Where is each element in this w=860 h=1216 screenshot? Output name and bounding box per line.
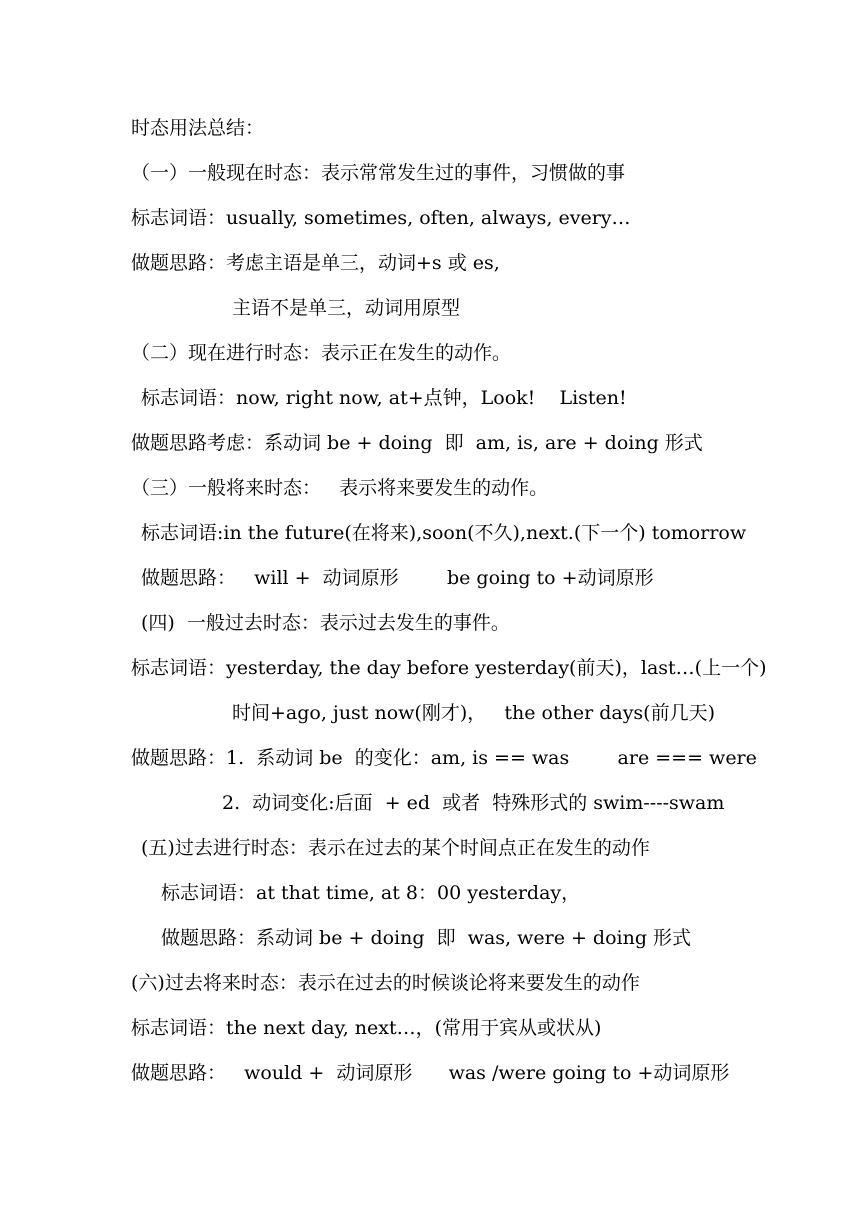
document-title: 时态用法总结： [131,117,265,139]
signal-words-4-continued: 时间+ago, just now(刚才)， the other days(前几天) [232,702,715,724]
signal-words-5: 标志词语：at that time, at 8：00 yesterday， [161,882,581,904]
section-heading-4: (四) 一般过去时态：表示过去发生的事件。 [141,612,510,634]
section-heading-6: (六)过去将来时态：表示在过去的时候谈论将来要发生的动作 [131,972,640,994]
section-heading-5: (五)过去进行时态：表示在过去的某个时间点正在发生的动作 [141,837,650,859]
signal-words-6: 标志词语：the next day, next…，(常用于宾从或状从) [131,1017,602,1039]
section-heading-1: （一）一般现在时态：表示常常发生过的事件，习惯做的事 [131,162,626,184]
approach-4-continued: 2. 动词变化:后面 + ed 或者 特殊形式的 swim----swam [222,792,725,814]
signal-words-4: 标志词语：yesterday, the day before yesterday(前天)，last…(上一个) [131,657,767,679]
approach-4: 做题思路：1. 系动词 be 的变化：am, is == was are === were [131,747,757,769]
approach-1-continued: 主语不是单三，动词用原型 [232,297,461,319]
signal-words-3: 标志词语:in the future(在将来),soon(不久),next.(下一个) tomorrow [141,522,747,544]
approach-2: 做题思路考虑：系动词 be + doing 即 am, is, are + doing 形式 [131,432,703,454]
approach-6: 做题思路： would + 动词原形 was /were going to +动词原形 [131,1062,730,1084]
approach-1: 做题思路：考虑主语是单三，动词+s 或 es, [131,252,500,274]
signal-words-1: 标志词语：usually, sometimes, often, always, every… [131,207,631,229]
section-heading-2: （二）现在进行时态：表示正在发生的动作。 [131,342,512,364]
signal-words-2: 标志词语：now, right now, at+点钟，Look! Listen! [141,387,627,409]
approach-5: 做题思路：系动词 be + doing 即 was, were + doing 形式 [161,927,692,949]
approach-3: 做题思路： will + 动词原形 be going to +动词原形 [141,567,654,589]
section-heading-3: （三）一般将来时态： 表示将来要发生的动作。 [131,477,549,499]
